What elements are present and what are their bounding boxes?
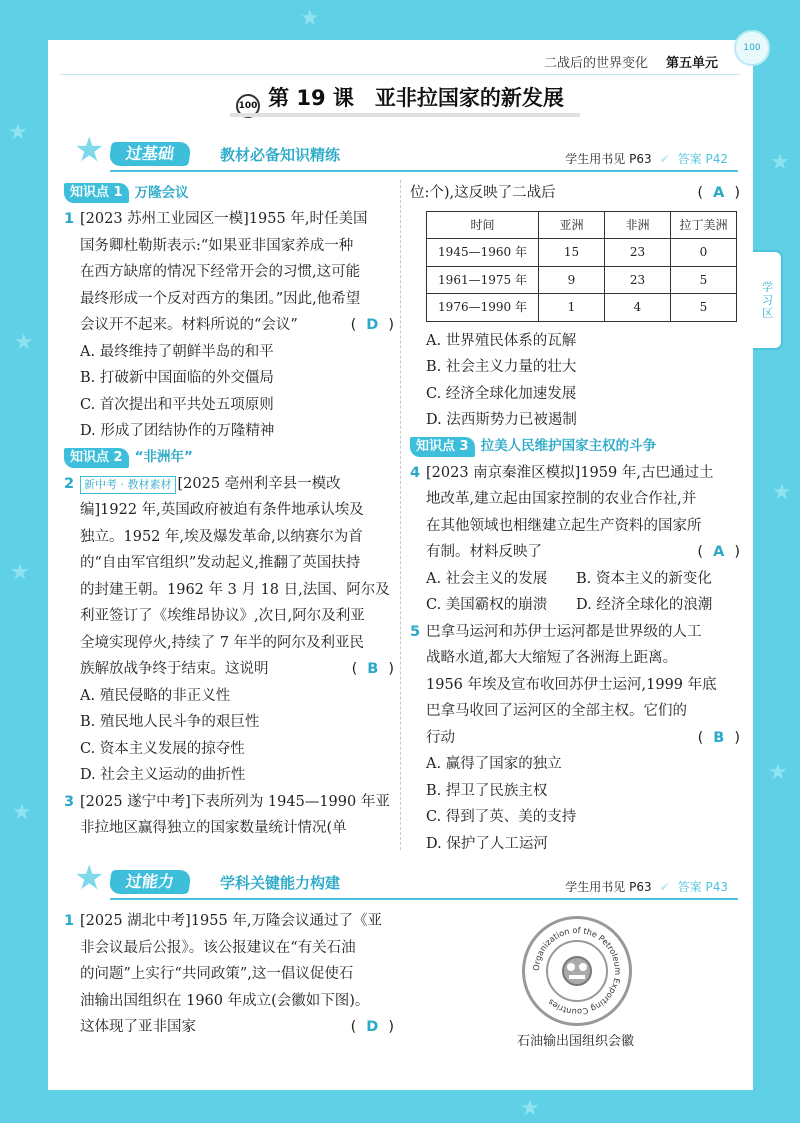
footer-series-line: 七年级 历史: [673, 1072, 711, 1081]
question-text: [80, 1014, 394, 1041]
decor-star-icon: ★: [14, 330, 34, 355]
answer-value: D: [366, 1019, 379, 1035]
kp-tag: 知识点 3: [410, 437, 475, 457]
question-number: 3: [64, 793, 75, 810]
option[interactable]: A. 世界殖民体系的瓦解: [426, 332, 577, 349]
option[interactable]: D. 社会主义运动的曲折性: [80, 767, 246, 783]
side-tab[interactable]: 学习区: [753, 250, 783, 350]
option[interactable]: D. 经济全球化的浪潮: [576, 597, 713, 613]
question-text: 油输出国组织在 1960 年成立(会徽如下图)。: [80, 992, 370, 1009]
check-icon: ✔: [659, 152, 670, 166]
table-row: [427, 239, 737, 267]
flower-icon: 100: [236, 94, 260, 118]
decor-star-icon: ★: [300, 6, 320, 31]
answer-value: A: [713, 185, 725, 201]
question-text: 的封建王朝。1962 年 3 月 18 日,法国、阿尔及: [80, 581, 390, 598]
answer-box[interactable]: ( A ): [697, 544, 740, 560]
answer-value: A: [713, 544, 725, 560]
option[interactable]: D. 形成了团结协作的万隆精神: [80, 423, 275, 439]
table-header-row: [427, 211, 737, 239]
title-underbar: [230, 113, 580, 117]
option[interactable]: A. 殖民侵略的非正义性: [80, 687, 231, 704]
knowledge-point-2: [64, 445, 394, 471]
option[interactable]: C. 得到了英、美的支持: [426, 809, 577, 825]
table-cell: 1945—1960 年: [427, 239, 539, 267]
answer-value: B: [713, 729, 725, 746]
table-cell: 4: [605, 294, 671, 322]
question-text: 全境实现停火,持续了 7 年半的阿尔及利亚民: [80, 634, 365, 651]
option[interactable]: B. 打破新中国面临的外交僵局: [80, 370, 274, 386]
question-text: 国务卿杜勒斯表示:“如果亚非国家养成一种: [80, 237, 354, 254]
table-cell: 23: [605, 239, 671, 267]
question-3: [64, 789, 394, 842]
answer-box[interactable]: ( A ): [697, 185, 740, 201]
question-text: 战略水道,都大大缩短了各洲海上距离。: [426, 650, 678, 666]
knowledge-point-1: [64, 180, 394, 206]
option[interactable]: B. 殖民地人民斗争的艰巨性: [80, 714, 260, 730]
question-text: 的问题”上实行“共同政策”,这一倡议促使石: [80, 966, 354, 982]
option[interactable]: C. 首次提出和平共处五项原则: [80, 396, 274, 413]
right-column: [410, 180, 740, 857]
decor-star-icon: ★: [10, 560, 30, 585]
answer-ref[interactable]: 答案 P43: [677, 880, 728, 894]
question-text-tail: 族解放战争终于结束。这说明: [80, 661, 269, 677]
table-header: 亚洲: [539, 211, 605, 239]
question-text: 独立。1952 年,埃及爆发革命,以纳赛尔为首: [80, 528, 363, 545]
table-header: 拉丁美洲: [671, 211, 737, 239]
question-text: [2023 南京秦淮区模拟]1959 年,古巴通过土: [426, 464, 714, 481]
question-2: [64, 471, 394, 683]
question-number: 1: [64, 913, 75, 929]
question-5: [410, 619, 740, 752]
question-text: [426, 725, 740, 752]
option[interactable]: C. 美国霸权的崩溃: [426, 597, 548, 613]
question-text: 非会议最后公报》。该公报建议在“有关石油: [80, 939, 356, 956]
page-number: 63: [714, 1070, 740, 1091]
opec-emblem: [522, 916, 632, 1026]
table-cell: 1961—1975 年: [427, 266, 539, 294]
question-text: [80, 471, 394, 498]
question-text: [2025 湖北中考]1955 年,万隆会议通过了《亚: [80, 913, 382, 929]
question-text: 巴拿马运河和苏伊士运河都是世界级的人工: [426, 623, 702, 640]
section-basic-label: 过基础: [108, 142, 191, 166]
table-cell: 0: [671, 239, 737, 267]
option[interactable]: D. 保护了人工运河: [426, 835, 548, 852]
question-text: 在其他领域也相继建立起生产资料的国家所: [426, 517, 702, 534]
check-icon: ✔: [659, 880, 670, 894]
option[interactable]: B. 社会主义力量的壮大: [426, 359, 577, 375]
question-text: [80, 312, 394, 339]
question-text: 利亚签订了《埃维昂协议》,次日,阿尔及利亚: [80, 608, 365, 624]
question-text: 地改革,建立起由国家控制的农业合作社,并: [426, 491, 697, 507]
question-ability-1: [64, 908, 394, 1041]
question-text: [80, 656, 394, 683]
question-number: 5: [410, 623, 421, 640]
option[interactable]: A. 社会主义的发展: [426, 570, 548, 587]
option[interactable]: B. 资本主义的新变化: [576, 570, 712, 587]
column-divider: [400, 180, 401, 850]
table-cell: 15: [539, 239, 605, 267]
section-underline: [110, 170, 738, 172]
question-text-tail: 会议开不起来。材料所说的“会议”: [80, 317, 298, 333]
decor-star-icon: ★: [770, 150, 790, 175]
footer-series-line: 下册 配人教: [673, 1080, 711, 1089]
knowledge-point-3: [410, 434, 740, 460]
opec-ring-label: Organization of the Petroleum Exporting Countries: [530, 924, 624, 1018]
question-4: [410, 460, 740, 566]
decor-star-icon: ★: [8, 120, 28, 145]
table-row: [427, 294, 737, 322]
header-unit: 第五单元: [665, 56, 718, 71]
question-text-head: [2025 亳州利辛县一模改: [177, 475, 341, 492]
option[interactable]: D. 法西斯势力已被遏制: [426, 412, 577, 428]
option[interactable]: B. 捍卫了民族主权: [426, 782, 548, 799]
table-cell: 1976—1990 年: [427, 294, 539, 322]
section-ability-label: 过能力: [108, 870, 191, 894]
running-header: [544, 52, 718, 71]
section-ability-ref: [565, 878, 728, 895]
question-text: 编]1922 年,英国政府被迫有条件地承认埃及: [80, 502, 364, 518]
option-row: [410, 566, 740, 593]
question-text-tail: 位:个),这反映了二战后: [410, 185, 556, 201]
question-text: 的“自由军官组织”发动起义,推翻了英国扶持: [80, 555, 361, 571]
question-text: [426, 539, 740, 566]
question-number: 2: [64, 475, 75, 492]
answer-box[interactable]: ( B ): [351, 661, 394, 677]
emblem-caption: 石油输出国组织会徽: [517, 1034, 635, 1049]
lesson-title-text: 第 19 课 亚非拉国家的新发展: [268, 86, 564, 110]
option[interactable]: A. 赢得了国家的独立: [426, 756, 562, 772]
header-topic: 二战后的世界变化: [543, 56, 648, 71]
question-text: [2025 遂宁中考]下表所列为 1945—1990 年亚: [80, 793, 390, 810]
table-cell: 5: [671, 294, 737, 322]
independence-table: [426, 211, 737, 322]
option[interactable]: C. 资本主义发展的掠夺性: [80, 740, 245, 757]
kp-tag: 知识点 1: [64, 183, 129, 203]
kp-tag: 知识点 2: [64, 448, 129, 468]
ability-question-column: [64, 908, 394, 1041]
answer-ref[interactable]: 答案 P42: [677, 152, 728, 166]
question-text: 在西方缺席的情况下经常开会的习惯,这可能: [80, 264, 361, 280]
section-ability-subtitle: 学科关键能力构建: [220, 874, 341, 892]
question-1: [64, 206, 394, 339]
kp-title: “非洲年”: [134, 449, 193, 466]
decor-star-icon: ★: [520, 1096, 540, 1121]
question-text: [2023 苏州工业园区一模]1955 年,时任美国: [80, 211, 368, 227]
option[interactable]: C. 经济全球化加速发展: [426, 385, 577, 402]
kp-title: 拉美人民维护国家主权的斗争: [480, 438, 657, 455]
option[interactable]: A. 最终维持了朝鲜半岛的和平: [80, 343, 274, 360]
question-text-tail: 这体现了亚非国家: [80, 1019, 196, 1035]
header-divider: [60, 74, 740, 75]
decor-star-icon: ★: [772, 480, 792, 505]
left-column: [64, 180, 394, 842]
table-cell: 5: [671, 266, 737, 294]
question-number: 4: [410, 464, 421, 481]
mascot-badge-icon: 100: [734, 30, 770, 66]
answer-value: D: [366, 317, 379, 333]
kp-title: 万隆会议: [134, 184, 189, 201]
table-header: 时间: [427, 211, 539, 239]
answer-box[interactable]: ( D ): [350, 317, 394, 333]
book-ref: 学生用书见 P63: [565, 152, 652, 166]
answer-value: B: [367, 661, 379, 677]
footer-series: [674, 1073, 711, 1089]
question-text-tail: 有制。材料反映了: [426, 544, 542, 560]
book-ref: 学生用书见 P63: [565, 880, 652, 894]
question-text: 最终形成一个反对西方的集团。”因此,他希望: [80, 290, 361, 307]
new-exam-tag: 新中考 · 教材素材: [80, 476, 176, 494]
section-basic-ref: [565, 150, 728, 167]
question-text: 非拉地区赢得独立的国家数量统计情况(单: [80, 820, 347, 836]
question-text: 1956 年埃及宣布收回苏伊士运河,1999 年底: [426, 676, 717, 693]
table-header: 非洲: [605, 211, 671, 239]
table-cell: 9: [539, 266, 605, 294]
page-footer: [674, 1070, 740, 1091]
section-underline: [110, 898, 738, 900]
star-badge-icon: ★: [74, 858, 105, 898]
section-basic-bar: [60, 130, 738, 172]
option-row: [410, 592, 740, 619]
decor-star-icon: ★: [12, 800, 32, 825]
section-basic-subtitle: 教材必备知识精练: [220, 146, 341, 164]
table-row: [427, 266, 737, 294]
opec-ring-text: [525, 919, 629, 1023]
section-ability-bar: [60, 858, 738, 900]
question-text: 巴拿马收回了运河区的全部主权。它们的: [426, 703, 687, 719]
table-cell: 23: [605, 266, 671, 294]
decor-star-icon: ★: [768, 760, 788, 785]
answer-box[interactable]: ( B ): [697, 729, 740, 746]
star-badge-icon: ★: [74, 130, 105, 170]
question-text-tail: 行动: [426, 729, 455, 746]
question-number: 1: [64, 211, 75, 227]
table-cell: 1: [539, 294, 605, 322]
question-text: [410, 180, 740, 207]
answer-box[interactable]: ( D ): [350, 1019, 394, 1035]
